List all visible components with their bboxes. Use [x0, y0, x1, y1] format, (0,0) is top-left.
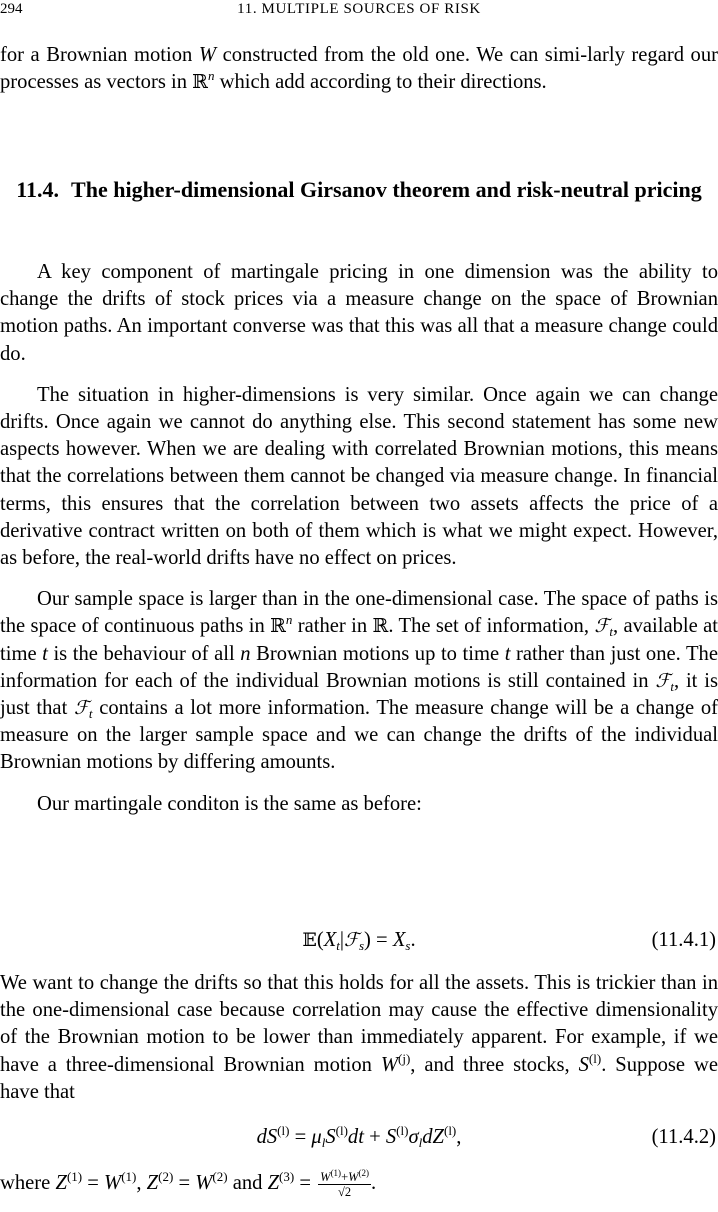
- equation-1-tag: (11.4.1): [651, 929, 716, 951]
- p5-W-sup: (j): [398, 1050, 411, 1066]
- p3-R1: ℝ: [270, 615, 286, 638]
- p3-h: , it is just that: [0, 669, 718, 720]
- eq2-d1: d: [256, 1126, 267, 1148]
- p3-F2-sub: t: [670, 678, 674, 694]
- eq2-d2: d: [347, 1126, 359, 1148]
- eq2-mu-sub: l: [321, 1135, 326, 1150]
- eq2-d3: d: [422, 1126, 433, 1148]
- p6-Z2: Z: [146, 1172, 159, 1195]
- p5-S-sup: (l): [588, 1050, 602, 1066]
- section-heading: [0, 176, 718, 204]
- paragraph-6: where $Z^{(1)} = W^{(1)}$, $Z^{(2)} = W^{(2)}$ and $Z^{(3)}$ = $\frac{W^{(1)}+W^{(2)}}{√2}$ .: [0, 1168, 377, 1199]
- p6-Z2-sup: (2): [158, 1169, 174, 1185]
- frac-W2-sup: (2): [358, 1168, 370, 1178]
- p5-c: . Suppose we have that: [0, 1053, 718, 1103]
- eq2-S1: S: [266, 1126, 278, 1148]
- p3-t1: t: [42, 642, 48, 665]
- intro-paragraph: [0, 42, 718, 96]
- p3-F3: ℱ: [73, 697, 89, 720]
- p6-W1-sup: (1): [121, 1169, 137, 1185]
- p3-R2: ℝ: [372, 615, 389, 638]
- p3-f: Brownian motions up to time: [250, 642, 505, 665]
- p3-n2: n: [240, 642, 251, 665]
- p5-W: W: [380, 1053, 398, 1076]
- eq1-F: ℱ: [344, 929, 359, 951]
- section-title: The higher-dimensional Girsanov theorem and risk-neutral pricing: [71, 177, 702, 202]
- running-title: 11. MULTIPLE SOURCES OF RISK: [237, 1, 481, 17]
- eq2-Z: Z: [432, 1126, 444, 1148]
- p6-where: where: [0, 1172, 56, 1195]
- equation-2-tag: (11.4.2): [651, 1126, 716, 1148]
- p5-S: S: [578, 1053, 589, 1076]
- p6-Z1-sup: (1): [66, 1169, 83, 1185]
- eq2-S2: S: [325, 1126, 336, 1148]
- p3-F1: ℱ: [594, 615, 610, 638]
- p3-c: . The set of information,: [388, 615, 595, 638]
- eq2-S3: S: [385, 1126, 397, 1148]
- fraction: [318, 1170, 371, 1199]
- paragraph-1: A key component of martingale pricing in one dimension was the ability to change the drifts of stock prices via a measure change on the space of Brownian motion paths. An important converse was that this was all that a measure change could do.: [0, 261, 718, 365]
- fraction-denominator: √2: [338, 1185, 352, 1199]
- intro-text-a: for a Brownian motion: [0, 44, 199, 66]
- frac-W1-sup: (1): [330, 1168, 342, 1178]
- p6-Z3: Z: [267, 1172, 280, 1195]
- page-header: [0, 0, 718, 20]
- p6-and: and: [227, 1172, 268, 1195]
- intro-text-c: which add according to their directions.: [214, 71, 547, 94]
- p3-e: is the behaviour of all: [47, 642, 241, 665]
- paragraph-4: Our martingale conditon is the same as before:: [37, 792, 422, 815]
- eq1-X: X: [323, 929, 337, 951]
- paragraph-5: [0, 970, 718, 1106]
- p3-g: rather than just one. The information for each of the individual Brownian motions is still contained in: [0, 642, 718, 692]
- equation-2-body: $dS^{(l)} = \mu_lS^{(l)}dt + S^{(l)}\sigma_ldZ^{(l)}$,: [256, 1123, 462, 1150]
- p3-F3-sub: t: [88, 706, 93, 722]
- eq2-Z-sup: (l): [443, 1123, 457, 1138]
- p3-b: rather in: [292, 615, 373, 638]
- eq1-X2: X: [392, 929, 406, 951]
- p6-W2: W: [195, 1172, 213, 1195]
- expectation-symbol: 𝔼: [302, 929, 317, 951]
- exponent-n: n: [207, 68, 215, 84]
- eq1-F-sub-s: s: [358, 938, 365, 953]
- p3-i: contains a lot more information. The measure change will be a change of measure on the larger sample space and we can change the drifts of the individual Brownian motions by differing amounts.: [0, 697, 718, 774]
- eq2-S3-sup: (l): [396, 1123, 409, 1138]
- eq2-t: t: [358, 1126, 364, 1148]
- frac-W1: W: [320, 1170, 331, 1184]
- paragraph-5-block: [0, 970, 718, 1106]
- equation-1-body: $𝔼(X_t|ℱ_s) = X_s$.: [302, 929, 416, 953]
- p3-F2: ℱ: [655, 669, 671, 692]
- eq1-X-sub-t: t: [336, 938, 340, 953]
- paragraph-3: [0, 586, 718, 776]
- p6-W1: W: [104, 1172, 122, 1195]
- section-body: [0, 259, 718, 818]
- eq2-S1-sup: (l): [277, 1123, 290, 1138]
- equation-11-4-2: [0, 1122, 718, 1152]
- eq2-sigma-sub: l: [418, 1135, 423, 1150]
- page-number: 294: [0, 1, 23, 17]
- p5-a: We want to change the drifts so that this holds for all the assets. This is trickier than in the one-dimensional case because correlation may cause the effective dimensionality of the Brownian motion to be lower than immediately apparent. For example, if we have a three-dimensional Brownian motion: [0, 972, 718, 1076]
- p3-F1-sub: t: [609, 624, 613, 640]
- section-number: 11.4.: [16, 177, 60, 202]
- intro-var-W: W: [198, 44, 217, 66]
- eq2-sigma: σ: [408, 1126, 419, 1148]
- equation-11-4-1: [0, 925, 718, 955]
- paragraph-2: The situation in higher-dimensions is very similar. Once again we can change drifts. Once again we cannot do anything else. This second statement has some new aspects however. When we are dealing with correlated Brownian motions, this means that the correlations between them cannot be changed via measure change. In financial terms, this ensures that the correlation between two assets affects the price of a derivative contract written on both of them which is what we might expect. However, as before, the real-world drifts have no effect on prices.: [0, 383, 718, 570]
- p3-t2: t: [504, 642, 511, 665]
- paragraph-6-block: [0, 1170, 718, 1199]
- frac-W2: W: [348, 1170, 359, 1184]
- p6-Z3-sup: (3): [279, 1169, 295, 1185]
- p5-b: , and three stocks,: [410, 1053, 579, 1076]
- p3-n1: n: [285, 612, 293, 628]
- p6-W2-sup: (2): [212, 1169, 228, 1185]
- eq1-X2-sub-s: s: [405, 938, 411, 953]
- intro-text-b: constructed from the old one. We can simi-larly regard our processes as vectors in: [0, 44, 718, 94]
- reals-symbol: ℝ: [192, 71, 208, 94]
- p3-a: Our sample space is larger than in the one-dimensional case. The space of paths is the space of continuous paths in: [0, 588, 718, 638]
- p3-d: , available at time: [0, 615, 718, 665]
- eq2-mu: μ: [311, 1126, 322, 1148]
- eq2-S2-sup: (l): [335, 1123, 348, 1138]
- fraction-numerator: $W^{(1)}+W^{(2)}$: [320, 1168, 370, 1184]
- p6-Z1: Z: [55, 1172, 67, 1195]
